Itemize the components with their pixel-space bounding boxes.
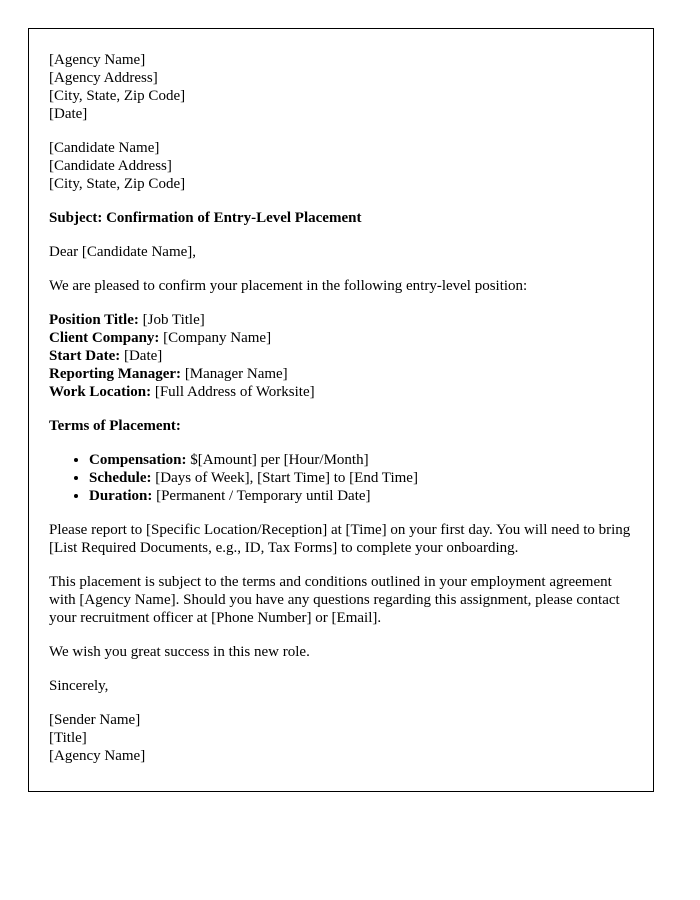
- candidate-address-line: [Candidate Address]: [49, 158, 172, 174]
- salutation: Dear [Candidate Name],: [49, 244, 197, 260]
- intro-paragraph: We are pleased to confirm your placement in the following entry-level position:: [49, 278, 528, 294]
- agency-city-state-zip-line: [City, State, Zip Code]: [49, 88, 186, 104]
- term-duration: [89, 487, 633, 505]
- reporting-instructions-paragraph: Please report to [Specific Location/Reception] at [Time] on your first day. You will need to bring [List Required Documents, e.g., ID, Tax Forms] to complete your onboarding.: [49, 522, 631, 556]
- detail-work-location: [49, 383, 633, 401]
- letter-document: [28, 28, 654, 792]
- placement-details-block: [49, 311, 633, 401]
- detail-value: [Manager Name]: [181, 366, 288, 382]
- sender-agency-line: [Agency Name]: [49, 748, 146, 764]
- detail-label: Start Date:: [49, 348, 121, 364]
- agency-address-block: [49, 51, 633, 123]
- sender-name-line: [Sender Name]: [49, 712, 141, 728]
- subject-line: Subject: Confirmation of Entry-Level Placement: [49, 210, 362, 226]
- agency-address-line: [Agency Address]: [49, 70, 158, 86]
- terms-bullet-list: [49, 451, 633, 505]
- candidate-city-state-zip-line: [City, State, Zip Code]: [49, 176, 186, 192]
- term-schedule: [89, 469, 633, 487]
- detail-position-title: [49, 311, 633, 329]
- detail-value: [Company Name]: [159, 330, 272, 346]
- term-compensation: [89, 451, 633, 469]
- signature-block: [49, 711, 633, 765]
- term-label: Compensation:: [89, 452, 187, 468]
- term-value: $[Amount] per [Hour/Month]: [186, 452, 369, 468]
- term-value: [Days of Week], [Start Time] to [End Time]: [151, 470, 418, 486]
- detail-label: Reporting Manager:: [49, 366, 182, 382]
- letter-date-line: [Date]: [49, 106, 88, 122]
- sender-title-line: [Title]: [49, 730, 87, 746]
- detail-value: [Job Title]: [138, 312, 205, 328]
- terms-heading: Terms of Placement:: [49, 418, 181, 434]
- detail-start-date: [49, 347, 633, 365]
- detail-client-company: [49, 329, 633, 347]
- term-label: Schedule:: [89, 470, 152, 486]
- detail-reporting-manager: [49, 365, 633, 383]
- well-wishes-paragraph: We wish you great success in this new role.: [49, 644, 310, 660]
- detail-label: Work Location:: [49, 384, 152, 400]
- detail-value: [Full Address of Worksite]: [151, 384, 315, 400]
- term-label: Duration:: [89, 488, 153, 504]
- closing: Sincerely,: [49, 678, 109, 694]
- detail-label: Position Title:: [49, 312, 139, 328]
- candidate-name-line: [Candidate Name]: [49, 140, 160, 156]
- detail-value: [Date]: [120, 348, 163, 364]
- terms-conditions-paragraph: This placement is subject to the terms and conditions outlined in your employment agreement with [Agency Name]. Should you have any questions regarding this assignment, please contact your recruitment officer at [Phone Number] or [Email].: [49, 574, 620, 626]
- agency-name-line: [Agency Name]: [49, 52, 146, 68]
- detail-label: Client Company:: [49, 330, 160, 346]
- candidate-address-block: [49, 139, 633, 193]
- term-value: [Permanent / Temporary until Date]: [152, 488, 371, 504]
